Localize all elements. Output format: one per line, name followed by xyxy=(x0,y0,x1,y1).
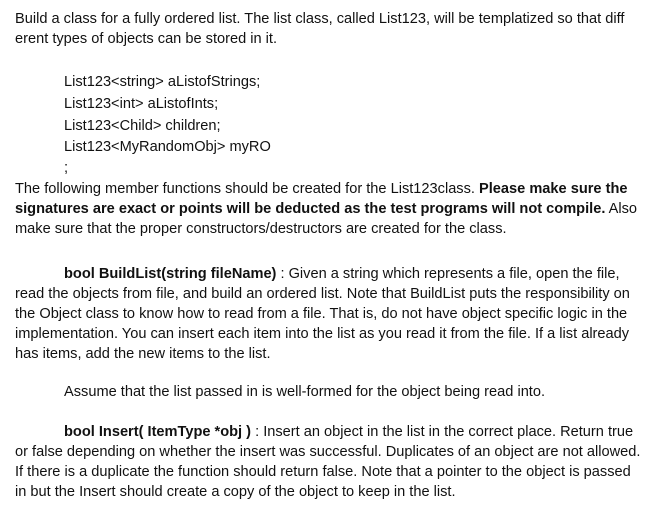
intro-paragraph xyxy=(15,9,645,49)
buildlist-description: : Given a string which represents a file, open the file, read the objects from file, and build an ordered list. Note that BuildList puts the responsibility on the Object class to know how to read from a file. That is, do not have object specific logic in the implementation. You can insert each item into the list as you read it from the file. If a list already has items, add the new items to the list. xyxy=(15,266,630,362)
intro-line-2: erent types of objects can be stored in it. xyxy=(15,31,278,47)
code-example-semicolon: ; xyxy=(64,160,69,176)
code-example-children: List123<Child> children; xyxy=(64,118,221,134)
code-example-ints: List123<int> aListofInts; xyxy=(64,96,219,112)
code-example-strings: List123<string> aListofStrings; xyxy=(64,74,261,90)
assume-paragraph xyxy=(15,382,645,402)
signature-warning: Please make sure the signatures are exact or points will be deducted as the test programs will not compile. xyxy=(15,181,628,217)
intro-line-1: Build a class for a fully ordered list. The list class, called List123, will be templatized so that diff xyxy=(15,11,625,27)
buildlist-signature: bool BuildList(string fileName) xyxy=(64,266,277,282)
member-functions-lead: The following member functions should be created for the List123class. xyxy=(15,181,480,197)
member-functions-paragraph xyxy=(15,179,645,239)
insert-description: : Insert an object in the list in the correct place. Return true or false depending on whether the insert was successful. Duplicates of an object are not allowed. If there is a duplicate the function should return false. Note that a pointer to the object is passed in but the Insert should create a copy of the object to keep in the list. xyxy=(15,424,641,500)
insert-signature: bool Insert( ItemType *obj ) xyxy=(64,424,252,440)
code-example-myro: List123<MyRandomObj> myRO xyxy=(64,139,271,155)
assume-text: Assume that the list passed in is well-formed for the object being read into. xyxy=(64,384,546,400)
buildlist-paragraph xyxy=(15,264,645,364)
insert-paragraph xyxy=(15,422,645,502)
member-functions-tail: Also make sure that the proper constructors/destructors are created for the class. xyxy=(15,201,638,237)
